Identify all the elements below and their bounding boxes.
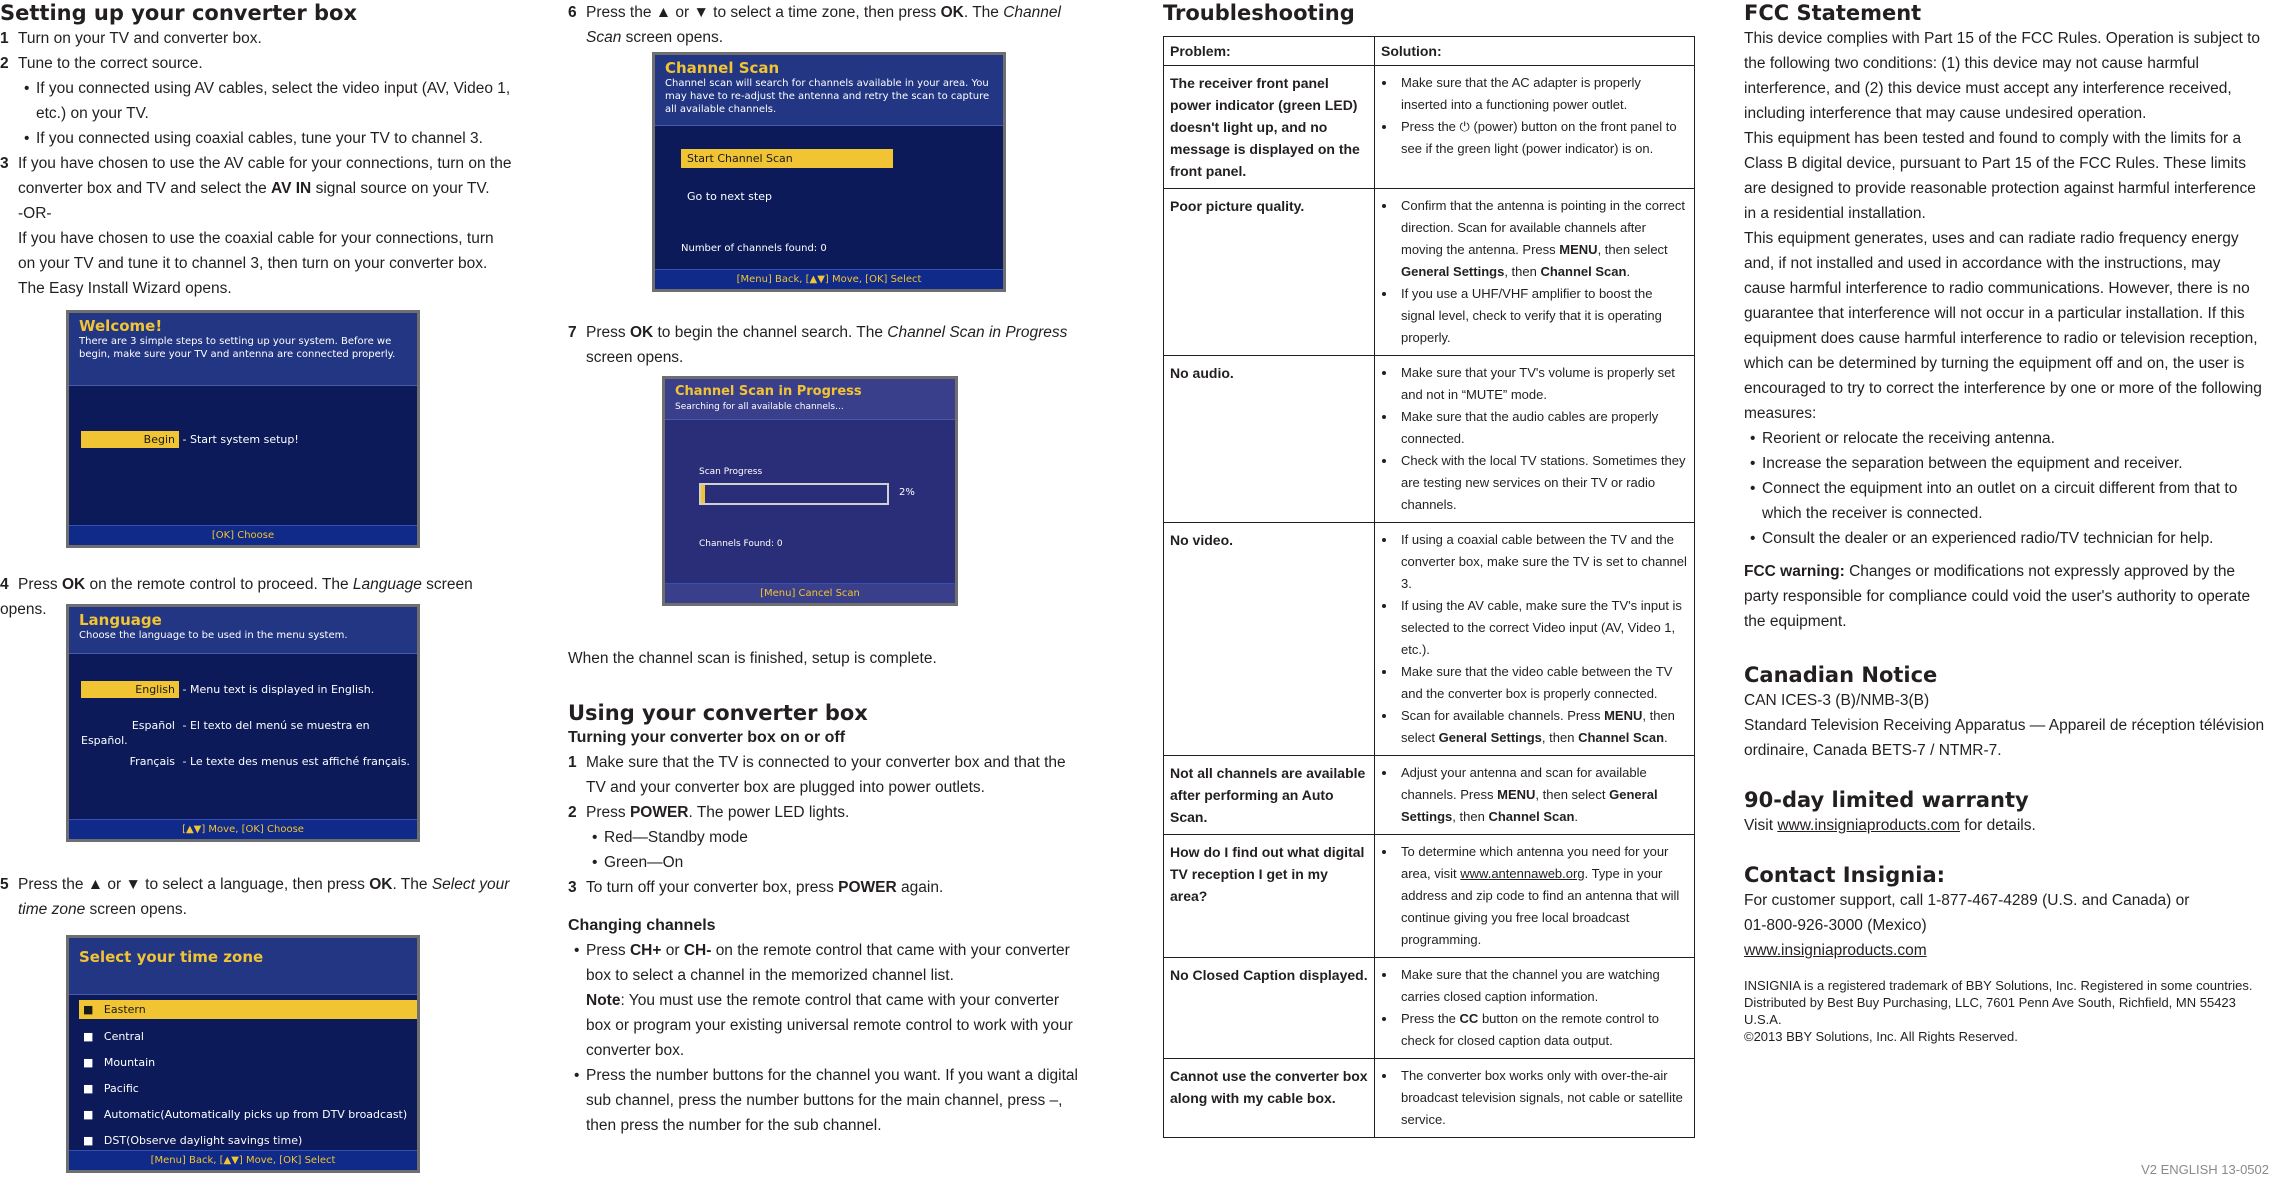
step-2: 2 Tune to the correct source. xyxy=(0,55,203,72)
fcc-warning: FCC warning: Changes or modifications not expressly approved by the party responsible for compliance could void the user's authority to operate the equipment. xyxy=(1744,563,2251,630)
welcome-text: There are 3 simple steps to setting up your system. Before we begin, make sure your TV and antenna are connected properly. xyxy=(79,336,396,360)
timezone-title: Select your time zone xyxy=(79,948,264,966)
timezone-screen xyxy=(66,935,420,1173)
scan-progress-fill xyxy=(701,485,705,503)
welcome-title: Welcome! xyxy=(79,317,163,335)
step-5: 5 Press the ▲ or ▼ to select a language, then press OK. The Select your time zone screen opens. xyxy=(0,876,510,918)
power-icon: ⏻ xyxy=(1459,119,1470,134)
scan-channels-found: Channels Found: 0 xyxy=(699,539,783,549)
table-row: How do I find out what digital TV reception I get in my area? • To determine which antenna you need for your area, visit www.antennaweb.org. Type in your address and zip code to find an antenna that will continue giving you free local broadcast programming. xyxy=(1164,835,1695,958)
francais-desc: - Le texte des menus est affiché français. xyxy=(182,755,410,768)
change-bullet-1: • Press CH+ or CH- on the remote control that came with your converter box to select a channel in the memorized channel list. xyxy=(568,938,1088,988)
francais-option[interactable]: Français xyxy=(129,755,175,768)
table-row: Cannot use the converter box along with my cable box. • The converter box works only with over-the-air broadcast television signals, not cable or satellite service. xyxy=(1164,1059,1695,1138)
tz-item-eastern[interactable]: ■ Eastern xyxy=(79,1000,417,1019)
antennaweb-link[interactable]: www.antennaweb.org xyxy=(1460,866,1585,881)
step-6: 6 Press the ▲ or ▼ to select a time zone, then press OK. The Channel Scan screen opens. xyxy=(568,4,1061,46)
usage-column xyxy=(568,0,1088,1134)
troubleshooting-title: Troubleshooting xyxy=(1163,1,1355,25)
led-red: • Red—Standby mode xyxy=(586,825,1088,850)
tz-item-pacific[interactable]: ■ Pacific xyxy=(83,1082,139,1095)
scan-progress-title: Channel Scan in Progress xyxy=(675,384,862,399)
change-bullet-2: • Press the number buttons for the channel you want. If you want a digital sub channel, press the number buttons for the main channel, press –, then press the number for the sub channel. xyxy=(568,1063,1088,1138)
scan-progress-pct: 2% xyxy=(899,487,915,498)
table-row: No audio. • Make sure that your TV's volume is properly set and not in “MUTE” mode. • Make sure that the audio cables are properly connected. • Check with the local TV stations. Sometimes they are testing new services on their TV or radio channels. xyxy=(1164,356,1695,523)
step-3c: The Easy Install Wizard opens. xyxy=(18,280,232,297)
espanol-option[interactable]: Español xyxy=(131,719,175,732)
using-step-1: 1 Make sure that the TV is connected to your converter box and that the TV and your converter box are plugged into power outlets. xyxy=(568,754,1066,796)
legal-line-2: Distributed by Best Buy Purchasing, LLC, 7601 Penn Ave South, Richfield, MN 55423 U.S.A. xyxy=(1744,995,2236,1027)
begin-button[interactable]: Begin xyxy=(81,431,179,448)
fcc-bullet-4: • Consult the dealer or an experienced radio/TV technician for help. xyxy=(1744,526,2266,551)
warranty-text: Visit www.insigniaproducts.com for details. xyxy=(1744,817,2036,834)
solution-header: Solution: xyxy=(1375,37,1695,66)
english-option[interactable]: English xyxy=(81,681,179,698)
fcc-para-3: This equipment generates, uses and can radiate radio frequency energy and, if not installed and used in accordance with the instructions, may cause harmful interference to radio communications. However, there is no guarantee that interference will not occur in a particular installation. If this equipment does cause harmful interference to radio or television reception, which can be determined by turning the equipment off and on, the user is encouraged to try to correct the interference by one or more of the following measures: xyxy=(1744,230,2262,422)
fcc-bullet-2: • Increase the separation between the equipment and receiver. xyxy=(1744,451,2266,476)
canadian-line-1: CAN ICES-3 (B)/NMB-3(B) xyxy=(1744,692,1930,709)
start-scan-option[interactable]: Start Channel Scan xyxy=(681,149,893,168)
channel-scan-footer: [Menu] Back, [▲▼] Move, [OK] Select xyxy=(655,269,1003,289)
channel-scan-title: Channel Scan xyxy=(665,59,780,77)
setup-title: Setting up your converter box xyxy=(0,1,358,25)
warranty-title: 90-day limited warranty xyxy=(1744,788,2029,812)
table-row: Poor picture quality. • Confirm that the antenna is pointing in the correct direction. Scan for available channels after moving the antenna. Press MENU, then select General Settings, then Channel Scan. • If you use a UHF/VHF amplifier to boost the signal level, check to verify that it is operating properly. xyxy=(1164,189,1695,356)
troubleshooting-column xyxy=(1163,0,1695,1127)
begin-desc: - Start system setup! xyxy=(182,433,299,446)
step-4: 4 Press OK on the remote control to proceed. The Language screen opens. xyxy=(0,576,473,618)
using-step-2: 2 Press POWER. The power LED lights. xyxy=(568,804,850,821)
scan-progress-label: Scan Progress xyxy=(699,467,763,477)
problem-header: Problem: xyxy=(1164,37,1375,66)
setup-column xyxy=(0,0,515,1166)
troubleshooting-table xyxy=(1163,36,1695,1138)
legal-block xyxy=(1744,977,2266,1045)
language-title: Language xyxy=(79,611,162,629)
warranty-link[interactable]: www.insigniaproducts.com xyxy=(1777,817,1960,834)
welcome-footer: [OK] Choose xyxy=(69,525,417,545)
version-label: V2 ENGLISH 13-0502 xyxy=(2141,1162,2269,1177)
table-row: Not all channels are available after performing an Auto Scan. • Adjust your antenna and scan for available channels. Press MENU, then select General Settings, then Channel Scan. xyxy=(1164,756,1695,835)
channel-scan-text: Channel scan will search for channels available in your area. You may have to re-adjust the antenna and retry the scan to capture all available channels. xyxy=(665,78,990,115)
language-text: Choose the language to be used in the menu system. xyxy=(79,630,348,641)
fcc-column xyxy=(1744,0,2266,1045)
tz-item-mountain[interactable]: ■ Mountain xyxy=(83,1056,156,1069)
canadian-line-2: Standard Television Receiving Apparatus — Appareil de réception télévision ordinaire, Canada BETS-7 / NTMR-7. xyxy=(1744,717,2265,759)
table-header xyxy=(1164,37,1695,66)
language-screen xyxy=(66,604,420,842)
step-3b: If you have chosen to use the coaxial cable for your connections, turn on your TV and tune it to channel 3, then turn on your converter box. xyxy=(18,230,494,272)
contact-line-1: For customer support, call 1-877-467-4289 (U.S. and Canada) or xyxy=(1744,892,2190,909)
change-note: Note: You must use the remote control that came with your converter box or program your existing universal remote control to work with your converter box. xyxy=(586,992,1073,1059)
tz-item-central[interactable]: ■ Central xyxy=(83,1030,144,1043)
fcc-title: FCC Statement xyxy=(1744,1,1922,25)
using-step-3: 3 To turn off your converter box, press POWER again. xyxy=(568,879,944,896)
fcc-para-1: This device complies with Part 15 of the FCC Rules. Operation is subject to the following two conditions: (1) this device may not cause harmful interference, and (2) this device must accept any interference received, including interference that may cause undesired operation. xyxy=(1744,30,2261,122)
step-3: 3 If you have chosen to use the AV cable for your connections, turn on the converter box and TV and select the AV IN signal source on your TV. xyxy=(0,155,512,197)
using-title: Using your converter box xyxy=(568,701,868,725)
step-2b: • If you connected using coaxial cables, tune your TV to channel 3. xyxy=(18,126,515,151)
welcome-screen xyxy=(66,310,420,548)
legal-line-1: INSIGNIA is a registered trademark of BBY Solutions, Inc. Registered in some countries. xyxy=(1744,978,2253,993)
step-2a: • If you connected using AV cables, select the video input (AV, Video 1, etc.) on your TV. xyxy=(18,76,515,126)
legal-line-3: ©2013 BBY Solutions, Inc. All Rights Reserved. xyxy=(1744,1029,2018,1044)
using-section xyxy=(568,700,1088,1138)
canadian-title: Canadian Notice xyxy=(1744,663,1938,687)
timezone-footer: [Menu] Back, [▲▼] Move, [OK] Select xyxy=(69,1150,417,1170)
tz-item-dst[interactable]: ■ DST(Observe daylight savings time) xyxy=(83,1134,303,1147)
changing-title: Changing channels xyxy=(568,917,716,934)
fcc-bullet-1: • Reorient or relocate the receiving antenna. xyxy=(1744,426,2266,451)
step-1: 1 Turn on your TV and converter box. xyxy=(0,30,262,47)
table-row: No Closed Caption displayed. • Make sure that the channel you are watching carries closed caption information. • Press the CC button on the remote control to check for closed caption data output. xyxy=(1164,958,1695,1059)
channel-scan-screen xyxy=(652,52,1006,292)
scan-progress-bar xyxy=(699,483,889,505)
contact-title: Contact Insignia: xyxy=(1744,863,1946,887)
step-3-or: -OR- xyxy=(18,205,52,222)
setup-complete-text: When the channel scan is finished, setup is complete. xyxy=(568,650,937,667)
fcc-bullet-3: • Connect the equipment into an outlet on a circuit different from that to which the receiver is connected. xyxy=(1744,476,2266,526)
channels-found: Number of channels found: 0 xyxy=(681,243,827,254)
next-step-option[interactable]: Go to next step xyxy=(687,190,772,203)
espanol-desc: - El texto del menú se muestra en Español. xyxy=(81,719,370,747)
onoff-title: Turning your converter box on or off xyxy=(568,729,846,746)
led-green: • Green—On xyxy=(586,850,1088,875)
fcc-para-2: This equipment has been tested and found to comply with the limits for a Class B digital device, pursuant to Part 15 of the FCC Rules. These limits are designed to provide reasonable protection against harmful interference in a residential installation. xyxy=(1744,130,2256,222)
scan-progress-sub: Searching for all available channels... xyxy=(675,402,844,412)
contact-link[interactable]: www.insigniaproducts.com xyxy=(1744,942,1927,959)
step-7: 7 Press OK to begin the channel search. The Channel Scan in Progress screen opens. xyxy=(568,324,1068,366)
table-row: The receiver front panel power indicator (green LED) doesn't light up, and no message is displayed on the front panel. • Make sure that the AC adapter is properly inserted into a functioning power outlet. • Press the ⏻ (power) button on the front panel to see if the green light (power indicator) is on. xyxy=(1164,66,1695,189)
table-row: No video. • If using a coaxial cable between the TV and the converter box, make sure the TV is set to channel 3. • If using the AV cable, make sure the TV's input is selected to the correct Video input (AV, Video 1, etc.). • Make sure that the video cable between the TV and the converter box is properly connected. • Scan for available channels. Press MENU, then select General Settings, then Channel Scan. xyxy=(1164,523,1695,756)
tz-item-automatic[interactable]: ■ Automatic(Automatically picks up from DTV broadcast) xyxy=(83,1108,408,1121)
scan-progress-footer: [Menu] Cancel Scan xyxy=(665,583,955,603)
english-desc: - Menu text is displayed in English. xyxy=(182,683,375,696)
contact-line-2: 01-800-926-3000 (Mexico) xyxy=(1744,917,1927,934)
scan-progress-screen xyxy=(662,376,958,606)
language-footer: [▲▼] Move, [OK] Choose xyxy=(69,819,417,839)
